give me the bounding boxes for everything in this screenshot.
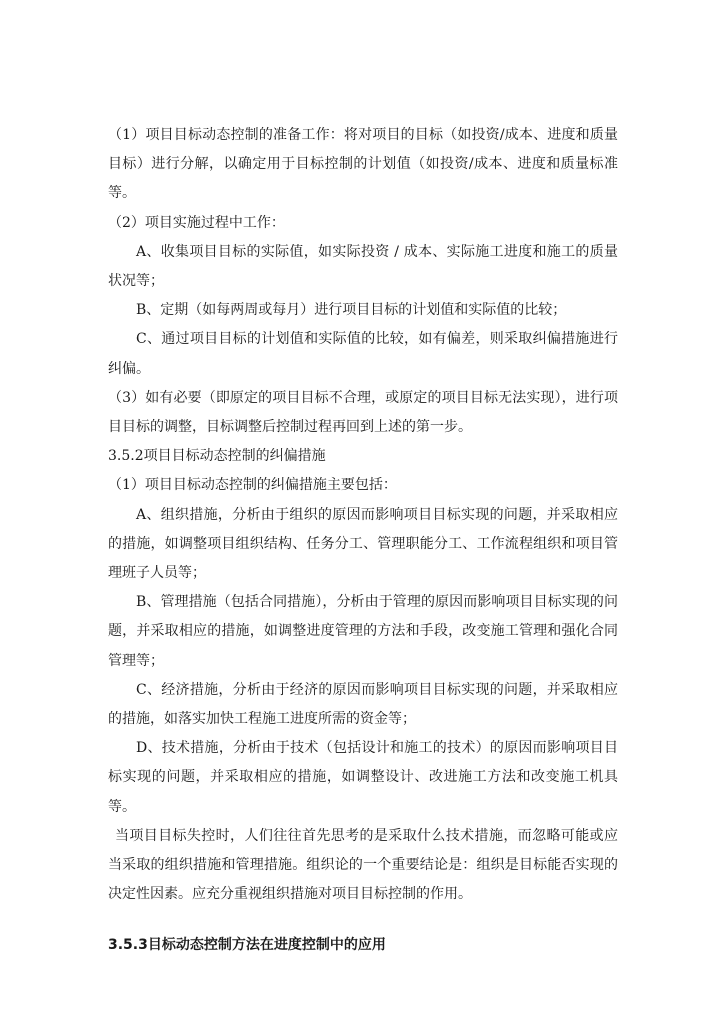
paragraph-management-measures: B、管理措施（包括合同措施），分析由于管理的原因而影响项目目标实现的问题，并采取相应的措施，如调整进度管理的方法和手段，改变施工管理和强化合同管理等； (108, 594, 618, 669)
paragraph-technical-measures: D、技术措施，分析由于技术（包括设计和施工的技术）的原因而影响项目目标实现的问题，并采取相应的措施，如调整设计、改进施工方法和改变施工机具等。 (108, 740, 618, 815)
document-body (108, 121, 618, 961)
paragraph-measures-intro: （1）项目目标动态控制的纠偏措施主要包括： (108, 477, 397, 494)
paragraph-economic-measures: C、经济措施，分析由于经济的原因而影响项目目标实现的问题，并采取相应的措施，如落实加快工程施工进度所需的资金等； (108, 681, 618, 728)
paragraph-organizational-measures: A、组织措施，分析由于组织的原因而影响项目目标实现的问题，并采取相应的措施，如调整项目组织结构、任务分工、管理职能分工、工作流程组织和项目管理班子人员等； (108, 506, 618, 582)
section-heading-3-5-3: 3.5.3目标动态控制方法在进度控制中的应用 (108, 937, 386, 954)
paragraph-item-b-compare: B、定期（如每两周或每月）进行项目目标的计划值和实际值的比较； (136, 302, 567, 319)
paragraph-item-c-correct: C、通过项目目标的计划值和实际值的比较，如有偏差，则采取纠偏措施进行纠偏。 (108, 331, 618, 377)
section-spacer (108, 909, 618, 931)
paragraph-preparation-work: （1）项目目标动态控制的准备工作：将对项目的目标（如投资/成本、进度和质量目标）进行分解，以确定用于目标控制的计划值（如投资/成本、进度和质量标准等。 (108, 127, 618, 202)
section-heading-3-5-2: 3.5.2项目目标动态控制的纠偏措施 (108, 448, 326, 465)
paragraph-item-a-collect: A、收集项目目标的实际值，如实际投资 / 成本、实际施工进度和施工的质量状况等； (108, 243, 618, 290)
paragraph-adjustment: （3）如有必要（即原定的项目目标不合理，或原定的项目目标无法实现），进行项目目标的调整，目标调整后控制过程再回到上述的第一步。 (108, 389, 618, 436)
paragraph-implementation-heading: （2）项目实施过程中工作： (108, 214, 285, 231)
paragraph-conclusion: 当项目目标失控时，人们往往首先思考的是采取什么技术措施，而忽略可能或应当采取的组织措施和管理措施。组织论的一个重要结论是：组织是目标能否实现的决定性因素。应充分重视组织措施对项目目标控制的作用。 (108, 827, 618, 903)
